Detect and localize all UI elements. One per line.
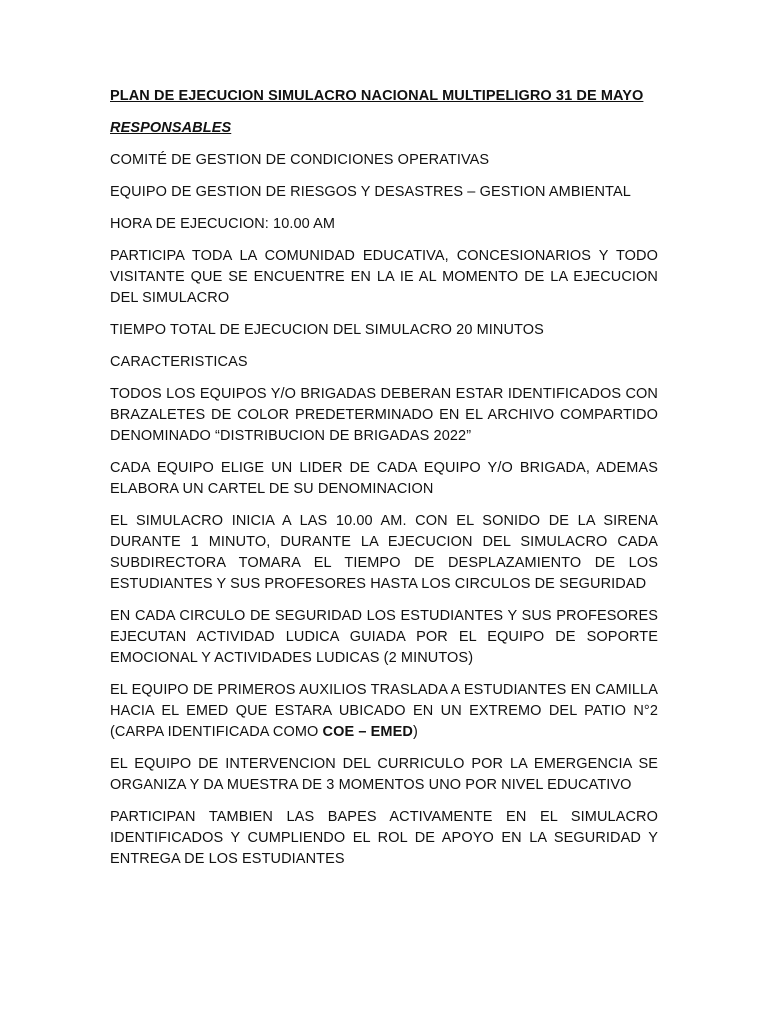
paragraph-inicio-simulacro: EL SIMULACRO INICIA A LAS 10.00 AM. CON EL SONIDO DE LA SIRENA DURANTE 1 MINUTO, DURANTE LA EJECUCION DEL SIMULACRO CADA SUBDIRECTORA TOMARA EL TIEMPO DE DESPLAZAMIENTO DE LOS ESTUDIANTES Y SUS PROFESORES HASTA LOS CIRCULOS DE SEGURIDAD	[110, 513, 658, 592]
paragraph-hora: HORA DE EJECUCION: 10.00 AM	[110, 216, 336, 232]
paragraph-primeros-auxilios-end: )	[412, 724, 418, 740]
paragraph-participa: PARTICIPA TODA LA COMUNIDAD EDUCATIVA, CONCESIONARIOS Y TODO VISITANTE QUE SE ENCUENTRE EN LA IE AL MOMENTO DE LA EJECUCION DEL SIMULACRO	[110, 248, 658, 306]
paragraph-curriculo: EL EQUIPO DE INTERVENCION DEL CURRICULO POR LA EMERGENCIA SE ORGANIZA Y DA MUESTRA DE 3 MOMENTOS UNO POR NIVEL EDUCATIVO	[110, 756, 658, 793]
document-page	[110, 86, 658, 881]
paragraph-brigadas: TODOS LOS EQUIPOS Y/O BRIGADAS DEBERAN ESTAR IDENTIFICADOS CON BRAZALETES DE COLOR PREDETERMINADO EN EL ARCHIVO COMPARTIDO DENOMINADO “DISTRIBUCION DE BRIGADAS 2022”	[110, 386, 658, 444]
paragraph-lider: CADA EQUIPO ELIGE UN LIDER DE CADA EQUIPO Y/O BRIGADA, ADEMAS ELABORA UN CARTEL DE SU DENOMINACION	[110, 460, 658, 497]
paragraph-caracteristicas: CARACTERISTICAS	[110, 354, 248, 370]
paragraph-bapes: PARTICIPAN TAMBIEN LAS BAPES ACTIVAMENTE EN EL SIMULACRO IDENTIFICADOS Y CUMPLIENDO EL ROL DE APOYO EN LA SEGURIDAD Y ENTREGA DE LOS ESTUDIANTES	[110, 809, 658, 867]
document-title: PLAN DE EJECUCION SIMULACRO NACIONAL MULTIPELIGRO 31 DE MAYO	[110, 88, 644, 104]
paragraph-equipo-riesgos: EQUIPO DE GESTION DE RIESGOS Y DESASTRES – GESTION AMBIENTAL	[110, 184, 631, 200]
responsables-heading: RESPONSABLES	[110, 120, 232, 136]
paragraph-tiempo-total: TIEMPO TOTAL DE EJECUCION DEL SIMULACRO 20 MINUTOS	[110, 322, 544, 338]
paragraph-comite: COMITÉ DE GESTION DE CONDICIONES OPERATIVAS	[110, 152, 490, 168]
paragraph-primeros-auxilios	[110, 680, 658, 743]
paragraph-circulo-seguridad: EN CADA CIRCULO DE SEGURIDAD LOS ESTUDIANTES Y SUS PROFESORES EJECUTAN ACTIVIDAD LUDICA GUIADA POR EL EQUIPO DE SOPORTE EMOCIONAL Y ACTIVIDADES LUDICAS (2 MINUTOS)	[110, 608, 658, 666]
coe-emed-bold: COE – EMED	[322, 724, 413, 740]
paragraph-primeros-auxilios-text: EL EQUIPO DE PRIMEROS AUXILIOS TRASLADA A ESTUDIANTES EN CAMILLA HACIA EL EMED QUE ESTARA UBICADO EN UN EXTREMO DEL PATIO N°2 (CARPA IDENTIFICADA COMO	[110, 682, 658, 740]
